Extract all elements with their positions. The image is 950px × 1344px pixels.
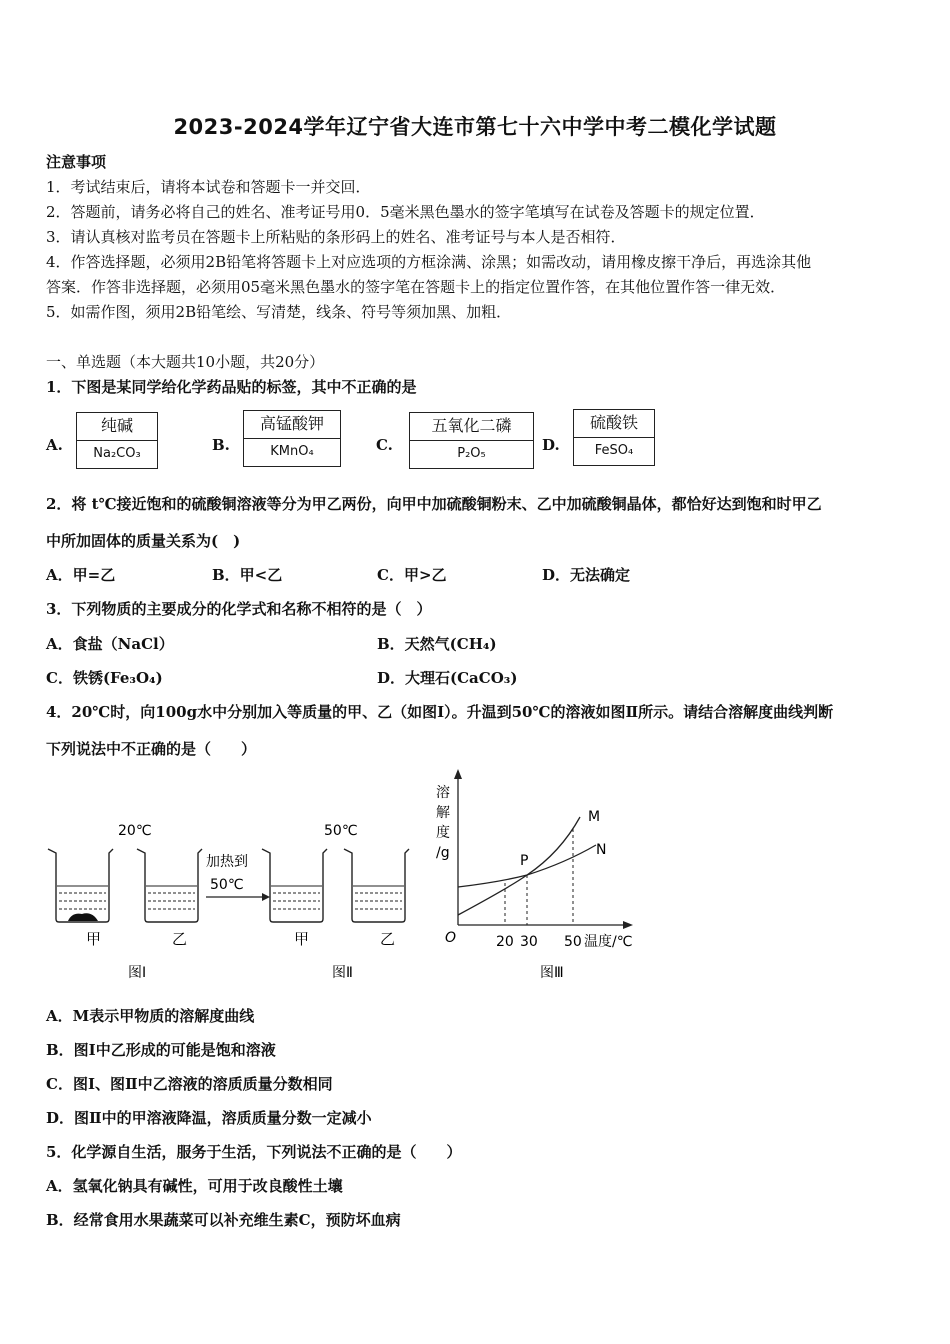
y-axis-label: 度 <box>436 825 450 841</box>
beaker-label: 乙 <box>380 930 396 948</box>
beaker-jia-50 <box>262 849 327 922</box>
notice-item: 答案．作答非选择题，必须用05毫米黑色墨水的签字笔在答题卡上的指定位置作答，在其他位置作答一律无效． <box>46 278 786 296</box>
q1-label-b <box>243 410 341 467</box>
temp-label-20: 20℃ <box>118 823 152 839</box>
q5-option: B．经常食用水果蔬菜可以补充维生素C，预防坏血病 <box>46 1211 401 1229</box>
undissolved-solid <box>68 913 98 921</box>
y-axis-label: /g <box>436 845 450 861</box>
label-formula: FeSO₄ <box>594 443 634 458</box>
q2-option: D．无法确定 <box>542 566 631 584</box>
beaker-label: 乙 <box>172 930 188 948</box>
solubility-graph <box>436 769 633 981</box>
q1-label-c <box>409 412 534 469</box>
q2-stem: 中所加固体的质量关系为( ) <box>46 532 241 550</box>
q4-stem: 4．20℃时，向100g水中分别加入等质量的甲、乙（如图Ⅰ）。升温到50℃的溶液如图Ⅱ所示。请结合溶解度曲线判断 <box>46 703 834 721</box>
x-axis-arrow <box>623 921 633 929</box>
section-heading: 一、单选题（本大题共10小题，共20分） <box>46 353 325 371</box>
q4-stem: 下列说法中不正确的是（ ） <box>46 740 257 758</box>
q4-figure <box>40 765 650 995</box>
q3-option: A．食盐（NaCl） <box>46 635 174 653</box>
q2-option: A．甲=乙 <box>46 566 116 584</box>
q4-option: C．图Ⅰ、图Ⅱ中乙溶液的溶质质量分数相同 <box>46 1075 333 1093</box>
q4-option: B．图Ⅰ中乙形成的可能是饱和溶液 <box>46 1041 276 1059</box>
q2-stem: 2．将 t℃接近饱和的硫酸铜溶液等分为甲乙两份，向甲中加硫酸铜粉末、乙中加硫酸铜晶体，都恰好达到饱和时甲乙 <box>46 495 822 513</box>
temp-label-50: 50℃ <box>324 823 358 839</box>
q1-option-letter: D. <box>542 436 560 454</box>
beaker-jia-20 <box>48 849 113 922</box>
q2-option: B．甲<乙 <box>212 566 283 584</box>
x-tick: 30 <box>520 934 538 950</box>
q3-option: B．天然气(CH₄) <box>377 635 497 653</box>
heat-temp: 50℃ <box>210 877 244 893</box>
heat-label: 加热到 <box>206 854 248 870</box>
q4-option: A．M表示甲物质的溶解度曲线 <box>46 1007 255 1025</box>
y-axis-label: 溶 <box>436 785 450 801</box>
figure-caption-3: 图Ⅲ <box>540 965 564 981</box>
notice-item: 2．答题前，请务必将自己的姓名、准考证号用0．5毫米黑色墨水的签字笔填写在试卷及答题卡的规定位置． <box>46 203 765 221</box>
label-formula: Na₂CO₃ <box>93 446 141 461</box>
y-axis-arrow <box>454 769 462 779</box>
page-title: 2023-2024学年辽宁省大连市第七十六中学中考二模化学试题 <box>173 115 777 139</box>
notice-item: 5．如需作图，须用2B铅笔绘、写清楚，线条、符号等须加黑、加粗． <box>46 303 512 321</box>
x-tick: 20 <box>496 934 514 950</box>
beaker-label: 甲 <box>294 930 310 948</box>
beaker-yi-20 <box>137 849 202 922</box>
curve-label-m: M <box>588 809 601 825</box>
q1-option-letter: C. <box>376 436 393 454</box>
q1-option-letter: A. <box>46 436 63 454</box>
q3-stem: 3．下列物质的主要成分的化学式和名称不相符的是（ ） <box>46 600 432 618</box>
x-axis-label: 温度/℃ <box>584 934 633 950</box>
q5-stem: 5．化学源自生活，服务于生活，下列说法不正确的是（ ） <box>46 1143 462 1161</box>
q1-option-letter: B. <box>212 436 230 454</box>
notice-item: 4．作答选择题，必须用2B铅笔将答题卡上对应选项的方框涂满、涂黑；如需改动，请用橡皮擦干净后，再选涂其他 <box>46 253 812 271</box>
notice-item: 1．考试结束后，请将本试卷和答题卡一并交回． <box>46 178 371 196</box>
beaker-label: 甲 <box>86 930 102 948</box>
heating-arrow <box>206 893 270 901</box>
label-name: 高锰酸钾 <box>244 411 340 439</box>
y-axis-label: 解 <box>436 805 450 821</box>
notice-heading: 注意事项 <box>46 153 107 171</box>
beaker-yi-50 <box>344 849 409 922</box>
q3-option: C．铁锈(Fe₃O₄) <box>46 669 163 687</box>
q5-option: A．氢氧化钠具有碱性，可用于改良酸性土壤 <box>46 1177 343 1195</box>
label-name: 五氧化二磷 <box>410 413 533 441</box>
x-tick: 50 <box>564 934 582 950</box>
notice-item: 3．请认真核对监考员在答题卡上所粘贴的条形码上的姓名、准考证号与本人是否相符． <box>46 228 626 246</box>
q4-option: D．图Ⅱ中的甲溶液降温，溶质质量分数一定减小 <box>46 1109 372 1127</box>
q2-option: C．甲>乙 <box>377 566 447 584</box>
q1-label-d <box>573 409 655 466</box>
label-name: 纯碱 <box>77 413 157 441</box>
figure-caption-1: 图Ⅰ <box>128 965 147 981</box>
curve-m <box>458 817 580 915</box>
label-formula: KMnO₄ <box>270 444 314 459</box>
label-name: 硫酸铁 <box>574 410 654 438</box>
label-formula: P₂O₅ <box>457 446 486 461</box>
q1-label-a <box>76 412 158 469</box>
figure-caption-2: 图Ⅱ <box>332 965 353 981</box>
curve-label-n: N <box>596 842 607 858</box>
point-label: P <box>520 853 529 869</box>
origin-label: O <box>445 930 457 946</box>
q1-stem: 1．下图是某同学给化学药品贴的标签，其中不正确的是 <box>46 378 417 396</box>
q3-option: D．大理石(CaCO₃) <box>377 669 518 687</box>
